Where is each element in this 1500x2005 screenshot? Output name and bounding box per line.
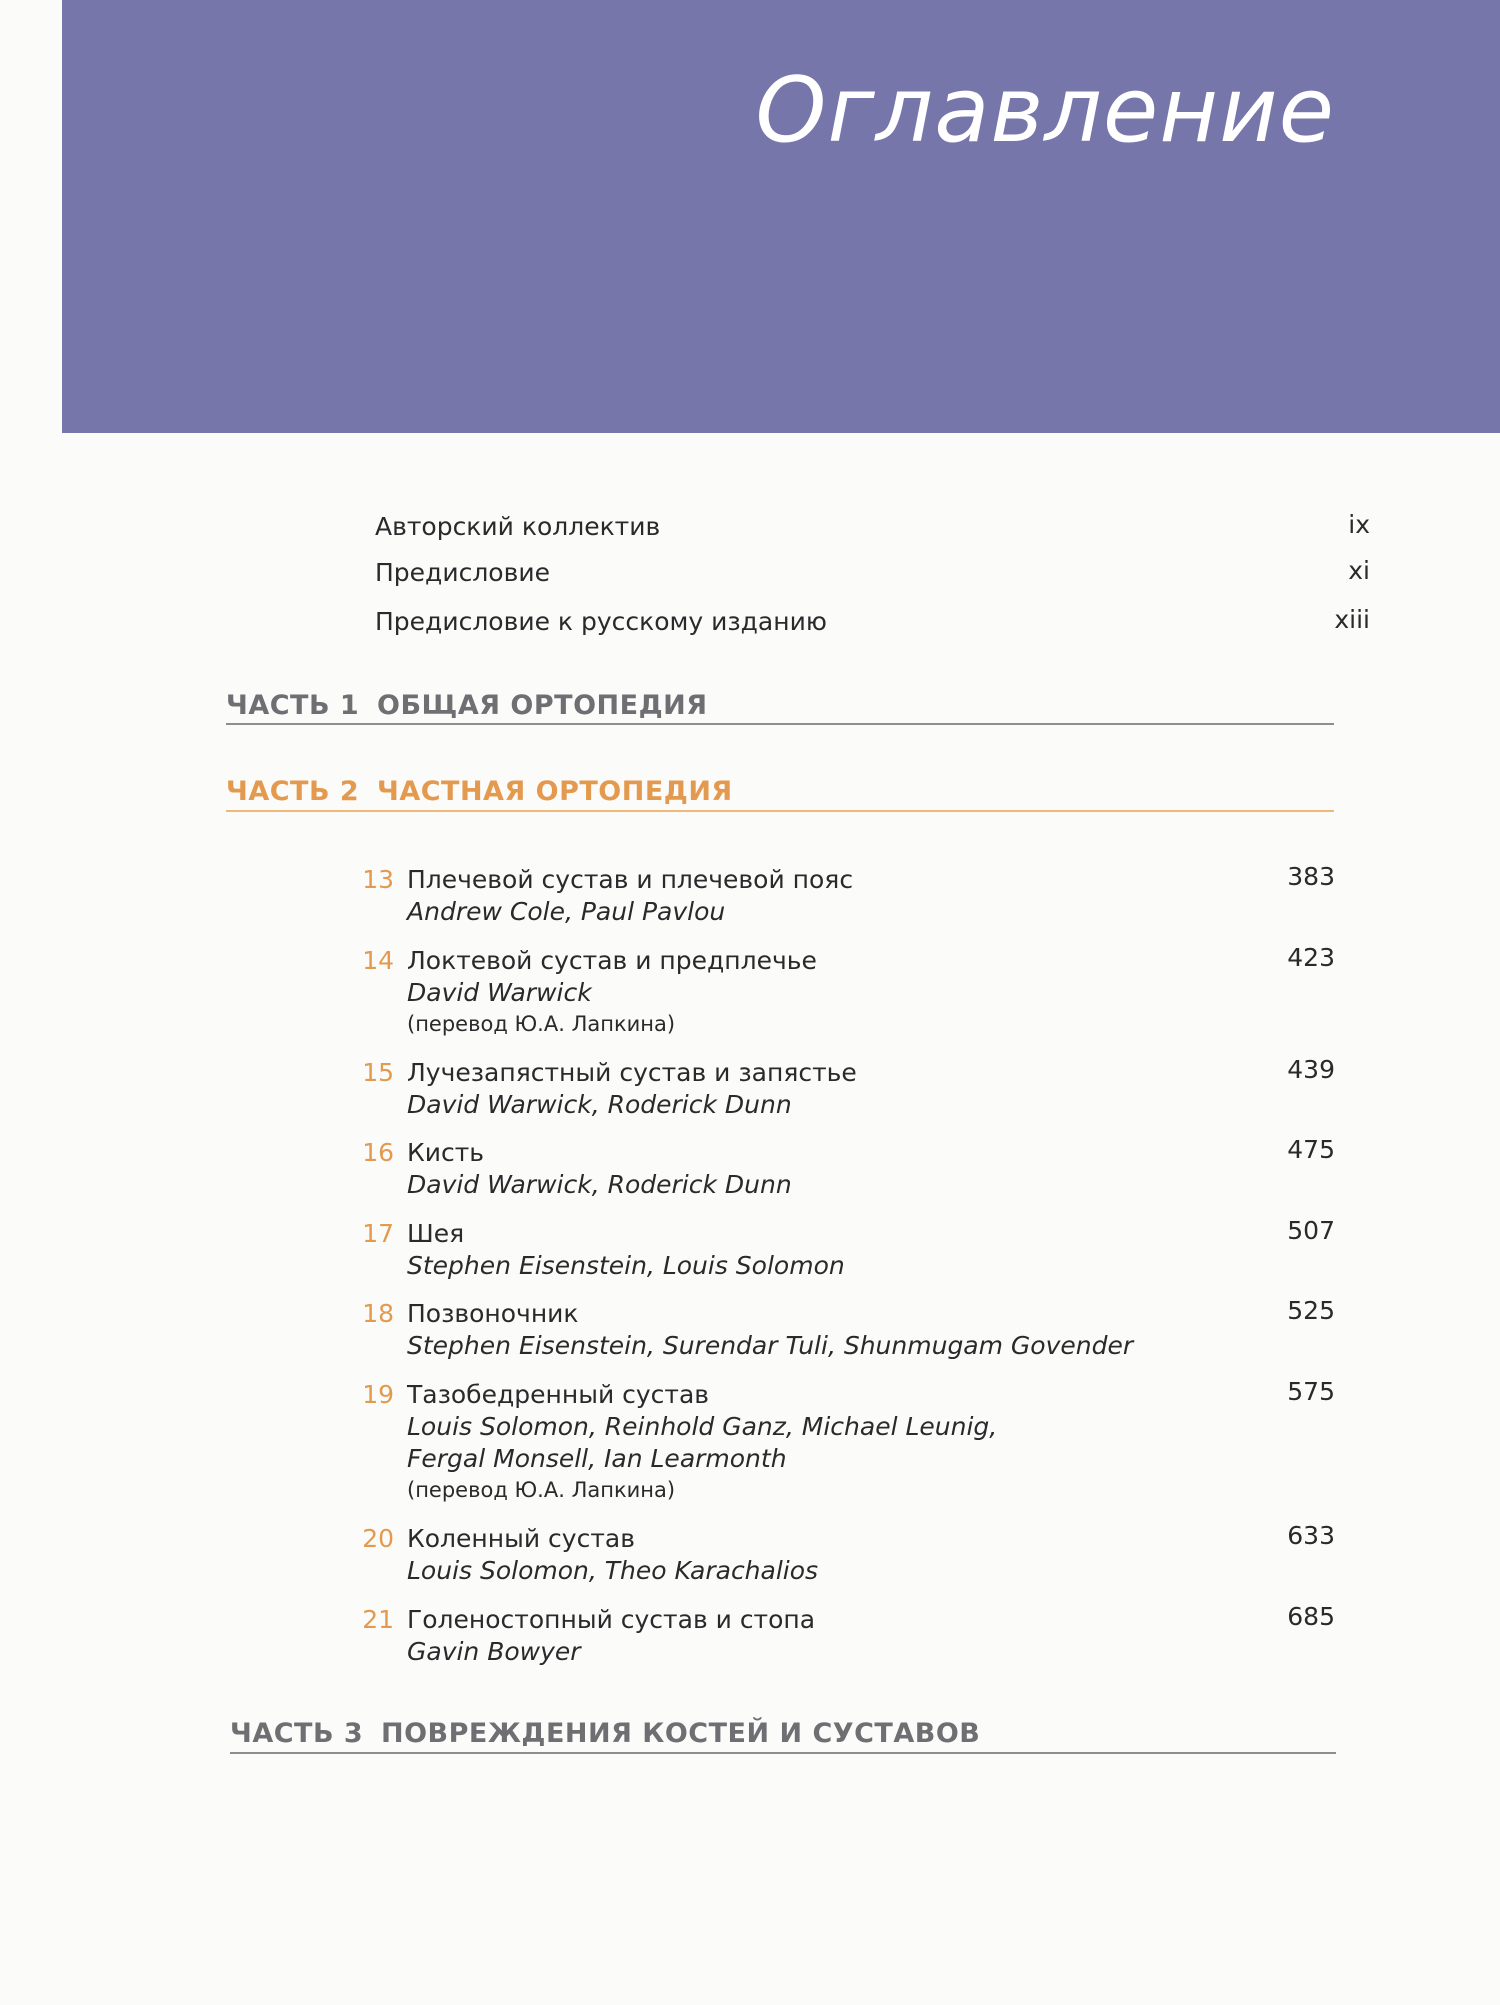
chapter-translator: (перевод Ю.А. Лапкина) <box>407 1012 676 1036</box>
chapter-authors: David Warwick, Roderick Dunn <box>407 1170 792 1199</box>
part-3-rule <box>230 1752 1336 1754</box>
chapter-authors: Stephen Eisenstein, Louis Solomon <box>407 1251 845 1280</box>
chapter-page: 507 <box>1287 1216 1335 1245</box>
front-item-page: xi <box>1348 556 1370 585</box>
chapter-number: 17 <box>362 1219 394 1248</box>
part-title: ЧАСТНАЯ ОРТОПЕДИЯ <box>377 776 733 807</box>
chapter-number: 13 <box>362 865 394 894</box>
chapter-title: Коленный сустав <box>407 1524 635 1553</box>
chapter-authors: Louis Solomon, Theo Karachalios <box>407 1556 819 1585</box>
chapter-number: 15 <box>362 1058 394 1087</box>
chapter-authors: Stephen Eisenstein, Surendar Tuli, Shunmugam Govender <box>407 1331 1134 1360</box>
chapter-number: 14 <box>362 946 394 975</box>
part-2-rule <box>226 810 1334 812</box>
chapter-number: 20 <box>362 1524 394 1553</box>
part-1-rule <box>226 723 1334 725</box>
chapter-title: Позвоночник <box>407 1299 579 1328</box>
header-band <box>62 0 1500 433</box>
chapter-page: 475 <box>1287 1135 1335 1164</box>
chapter-authors: Andrew Cole, Paul Pavlou <box>407 897 726 926</box>
chapter-page: 423 <box>1287 943 1335 972</box>
front-item-page: xiii <box>1334 605 1370 634</box>
front-item-label[interactable]: Предисловие к русскому изданию <box>375 607 827 636</box>
part-number: ЧАСТЬ 3 <box>230 1718 364 1749</box>
chapter-number: 16 <box>362 1138 394 1167</box>
chapter-title: Тазобедренный сустав <box>407 1380 710 1409</box>
chapter-title: Лучезапястный сустав и запястье <box>407 1058 857 1087</box>
chapter-title: Кисть <box>407 1138 485 1167</box>
chapter-page: 685 <box>1287 1602 1335 1631</box>
chapter-number: 21 <box>362 1605 394 1634</box>
chapter-page: 575 <box>1287 1377 1335 1406</box>
chapter-translator: (перевод Ю.А. Лапкина) <box>407 1478 676 1502</box>
chapter-title: Локтевой сустав и предплечье <box>407 946 817 975</box>
front-item-label[interactable]: Авторский коллектив <box>375 512 661 541</box>
chapter-authors: Fergal Monsell, Ian Learmonth <box>407 1444 787 1473</box>
part-number: ЧАСТЬ 2 <box>226 776 360 807</box>
front-item-page: ix <box>1348 510 1370 539</box>
chapter-page: 383 <box>1287 862 1335 891</box>
chapter-authors: Gavin Bowyer <box>407 1637 581 1666</box>
chapter-authors: David Warwick <box>407 978 592 1007</box>
page-title: Оглавление <box>755 58 1335 163</box>
chapter-title: Шея <box>407 1219 465 1248</box>
chapter-number: 18 <box>362 1299 394 1328</box>
chapter-title: Плечевой сустав и плечевой пояс <box>407 865 854 894</box>
chapter-number: 19 <box>362 1380 394 1409</box>
chapter-page: 525 <box>1287 1296 1335 1325</box>
chapter-authors: David Warwick, Roderick Dunn <box>407 1090 792 1119</box>
part-title: ПОВРЕЖДЕНИЯ КОСТЕЙ И СУСТАВОВ <box>381 1718 981 1749</box>
chapter-page: 439 <box>1287 1055 1335 1084</box>
chapter-authors: Louis Solomon, Reinhold Ganz, Michael Leunig, <box>407 1412 998 1441</box>
chapter-page: 633 <box>1287 1521 1335 1550</box>
part-title: ОБЩАЯ ОРТОПЕДИЯ <box>377 690 708 721</box>
chapter-title: Голеностопный сустав и стопа <box>407 1605 816 1634</box>
part-number: ЧАСТЬ 1 <box>226 690 360 721</box>
front-item-label[interactable]: Предисловие <box>375 558 550 587</box>
